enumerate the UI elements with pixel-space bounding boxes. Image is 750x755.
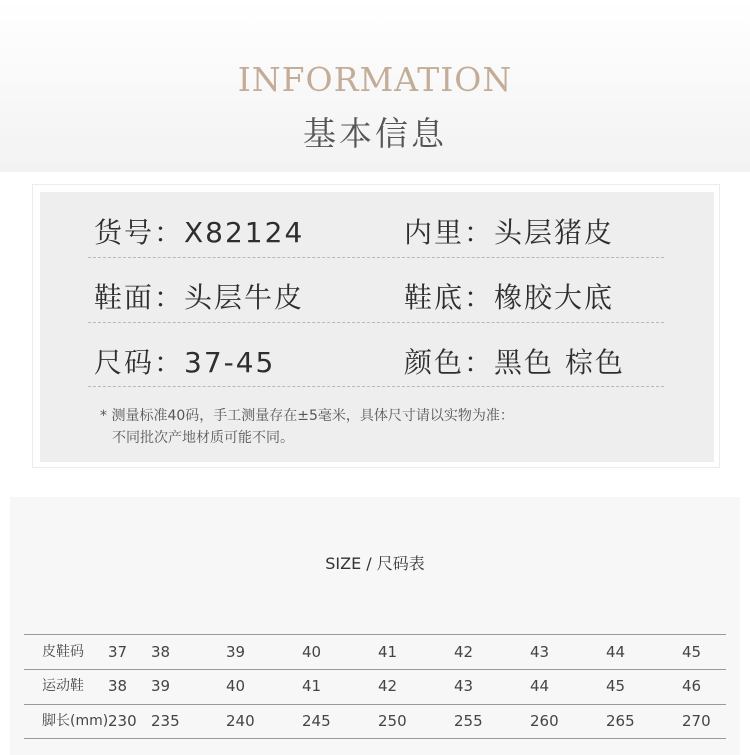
info-sole: 鞋底：橡胶大底 bbox=[404, 281, 615, 314]
info-colors: 颜色：黑色 棕色 bbox=[404, 346, 625, 379]
table-cell: 250 bbox=[378, 712, 407, 730]
table-cell: 42 bbox=[454, 643, 474, 661]
table-cell: 45 bbox=[682, 643, 702, 661]
row-label: 运动鞋 bbox=[42, 678, 84, 694]
row-label: 皮鞋码 bbox=[42, 644, 84, 660]
table-row-leather-shoe-size bbox=[0, 635, 750, 669]
table-cell: 41 bbox=[302, 677, 322, 695]
info-upper: 鞋面：头层牛皮 bbox=[94, 281, 305, 314]
table-cell: 46 bbox=[682, 677, 702, 695]
table-cell: 43 bbox=[454, 677, 474, 695]
table-row-foot-length bbox=[0, 704, 750, 738]
info-lining: 内里：头层猪皮 bbox=[404, 216, 615, 249]
batch-note: 不同批次产地材质可能不同。 bbox=[112, 430, 294, 446]
table-cell: 44 bbox=[530, 677, 550, 695]
table-cell: 40 bbox=[302, 643, 322, 661]
table-cell: 37 bbox=[108, 643, 128, 661]
table-cell: 41 bbox=[378, 643, 398, 661]
table-cell: 240 bbox=[226, 712, 255, 730]
table-cell: 38 bbox=[151, 643, 171, 661]
table-cell: 39 bbox=[226, 643, 246, 661]
table-cell: 45 bbox=[606, 677, 626, 695]
table-cell: 255 bbox=[454, 712, 483, 730]
table-cell: 245 bbox=[302, 712, 331, 730]
header-title-cn: 基本信息 bbox=[303, 114, 447, 153]
table-cell: 260 bbox=[530, 712, 559, 730]
divider bbox=[88, 322, 664, 323]
table-cell: 265 bbox=[606, 712, 635, 730]
divider bbox=[88, 257, 664, 258]
table-cell: 44 bbox=[606, 643, 626, 661]
table-cell: 38 bbox=[108, 677, 128, 695]
table-rule bbox=[24, 738, 726, 739]
table-cell: 270 bbox=[682, 712, 711, 730]
table-cell: 230 bbox=[108, 712, 137, 730]
table-cell: 40 bbox=[226, 677, 246, 695]
table-cell: 39 bbox=[151, 677, 171, 695]
table-cell: 235 bbox=[151, 712, 180, 730]
info-item-number: 货号：X82124 bbox=[94, 216, 305, 249]
row-label: 脚长(mm) bbox=[42, 713, 109, 729]
header-banner bbox=[0, 0, 750, 172]
info-sizes: 尺码：37-45 bbox=[94, 346, 276, 379]
table-cell: 43 bbox=[530, 643, 550, 661]
table-cell: 42 bbox=[378, 677, 398, 695]
header-title-en: INFORMATION bbox=[237, 60, 513, 99]
size-table-title: SIZE / 尺码表 bbox=[325, 554, 425, 573]
measurement-note: * 测量标准40码，手工测量存在±5毫米，具体尺寸请以实物为准： bbox=[100, 408, 514, 424]
table-row-sneaker-size bbox=[0, 669, 750, 703]
divider bbox=[88, 386, 664, 387]
